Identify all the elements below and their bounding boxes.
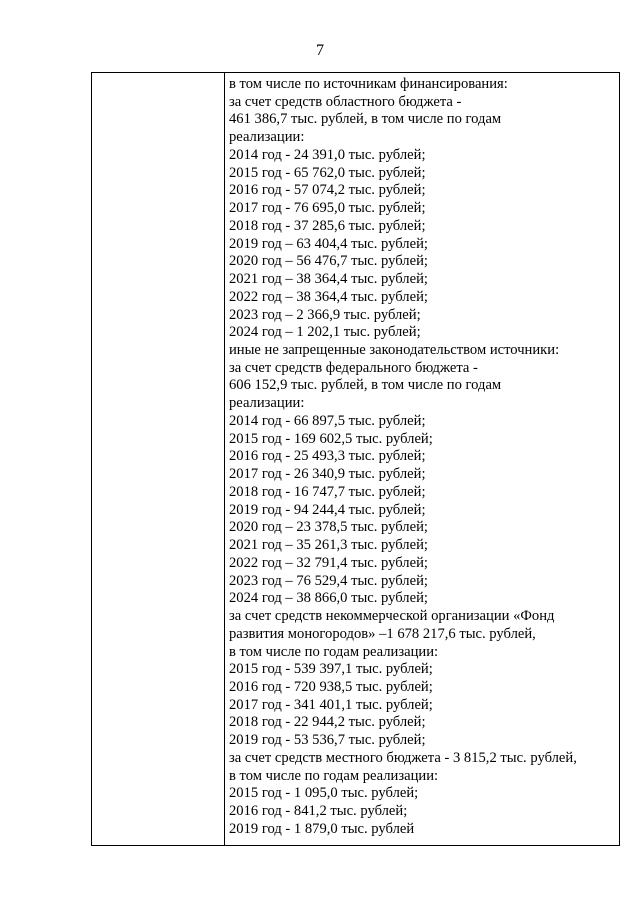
funding-line: 2023 год – 2 366,9 тыс. рублей;	[229, 306, 421, 323]
funding-line: 2019 год - 94 244,4 тыс. рублей;	[229, 501, 426, 518]
funding-line: 2018 год - 37 285,6 тыс. рублей;	[229, 217, 426, 234]
funding-line: 2018 год - 22 944,2 тыс. рублей;	[229, 714, 426, 731]
funding-line: 2017 год - 76 695,0 тыс. рублей;	[229, 200, 426, 217]
funding-line: 2022 год – 32 791,4 тыс. рублей;	[229, 554, 428, 571]
funding-line: 2016 год - 25 493,3 тыс. рублей;	[229, 448, 426, 465]
funding-line: 461 386,7 тыс. рублей, в том числе по годам	[229, 111, 502, 128]
funding-line: 2014 год - 24 391,0 тыс. рублей;	[229, 146, 426, 163]
funding-line: 2019 год - 53 536,7 тыс. рублей;	[229, 732, 426, 749]
funding-line: 2020 год – 56 476,7 тыс. рублей;	[229, 253, 428, 270]
funding-line: реализации:	[229, 395, 305, 412]
funding-line: 2014 год - 66 897,5 тыс. рублей;	[229, 412, 426, 429]
funding-line: 2016 год - 720 938,5 тыс. рублей;	[229, 678, 433, 695]
funding-line: реализации:	[229, 129, 305, 146]
funding-line: 2015 год - 1 095,0 тыс. рублей;	[229, 785, 419, 802]
funding-line: 2015 год - 65 762,0 тыс. рублей;	[229, 164, 426, 181]
funding-line: 2018 год - 16 747,7 тыс. рублей;	[229, 483, 426, 500]
funding-line: 2015 год - 539 397,1 тыс. рублей;	[229, 661, 433, 678]
funding-line: 2024 год – 1 202,1 тыс. рублей;	[229, 324, 421, 341]
funding-line: 2017 год - 341 401,1 тыс. рублей;	[229, 696, 433, 713]
funding-line: за счет средств местного бюджета - 3 815,2 тыс. рублей,	[229, 749, 577, 766]
funding-details-cell	[225, 73, 620, 846]
funding-line: иные не запрещенные законодательством источники:	[229, 342, 560, 359]
funding-line: в том числе по источникам финансирования:	[229, 76, 508, 92]
funding-line: 2015 год - 169 602,5 тыс. рублей;	[229, 430, 433, 447]
funding-line: 2019 год - 1 879,0 тыс. рублей	[229, 820, 415, 837]
funding-line: 606 152,9 тыс. рублей, в том числе по годам	[229, 377, 502, 394]
funding-line: за счет средств федерального бюджета -	[229, 359, 478, 376]
funding-line: 2024 год – 38 866,0 тыс. рублей;	[229, 590, 428, 607]
funding-line: 2022 год – 38 364,4 тыс. рублей;	[229, 288, 428, 305]
funding-table	[91, 72, 620, 846]
funding-line: 2021 год – 38 364,4 тыс. рублей;	[229, 271, 428, 288]
funding-line: в том числе по годам реализации:	[229, 643, 439, 660]
funding-line: 2023 год – 76 529,4 тыс. рублей;	[229, 572, 428, 589]
funding-line: развития моногородов» –1 678 217,6 тыс. рублей,	[229, 625, 536, 642]
funding-line: 2017 год - 26 340,9 тыс. рублей;	[229, 466, 426, 483]
funding-line: за счет средств областного бюджета -	[229, 93, 462, 110]
table-row	[92, 73, 620, 846]
funding-line: 2019 год – 63 404,4 тыс. рублей;	[229, 235, 428, 252]
page-number: 7	[316, 42, 324, 59]
funding-line: в том числе по годам реализации:	[229, 767, 439, 784]
left-cell	[92, 73, 225, 846]
funding-line: 2021 год – 35 261,3 тыс. рублей;	[229, 537, 428, 554]
funding-line: за счет средств некоммерческой организации «Фонд	[229, 608, 555, 625]
funding-line: 2016 год - 57 074,2 тыс. рублей;	[229, 182, 426, 199]
funding-lines	[229, 76, 619, 839]
funding-line: 2016 год - 841,2 тыс. рублей;	[229, 803, 408, 820]
funding-line: 2020 год – 23 378,5 тыс. рублей;	[229, 519, 428, 536]
